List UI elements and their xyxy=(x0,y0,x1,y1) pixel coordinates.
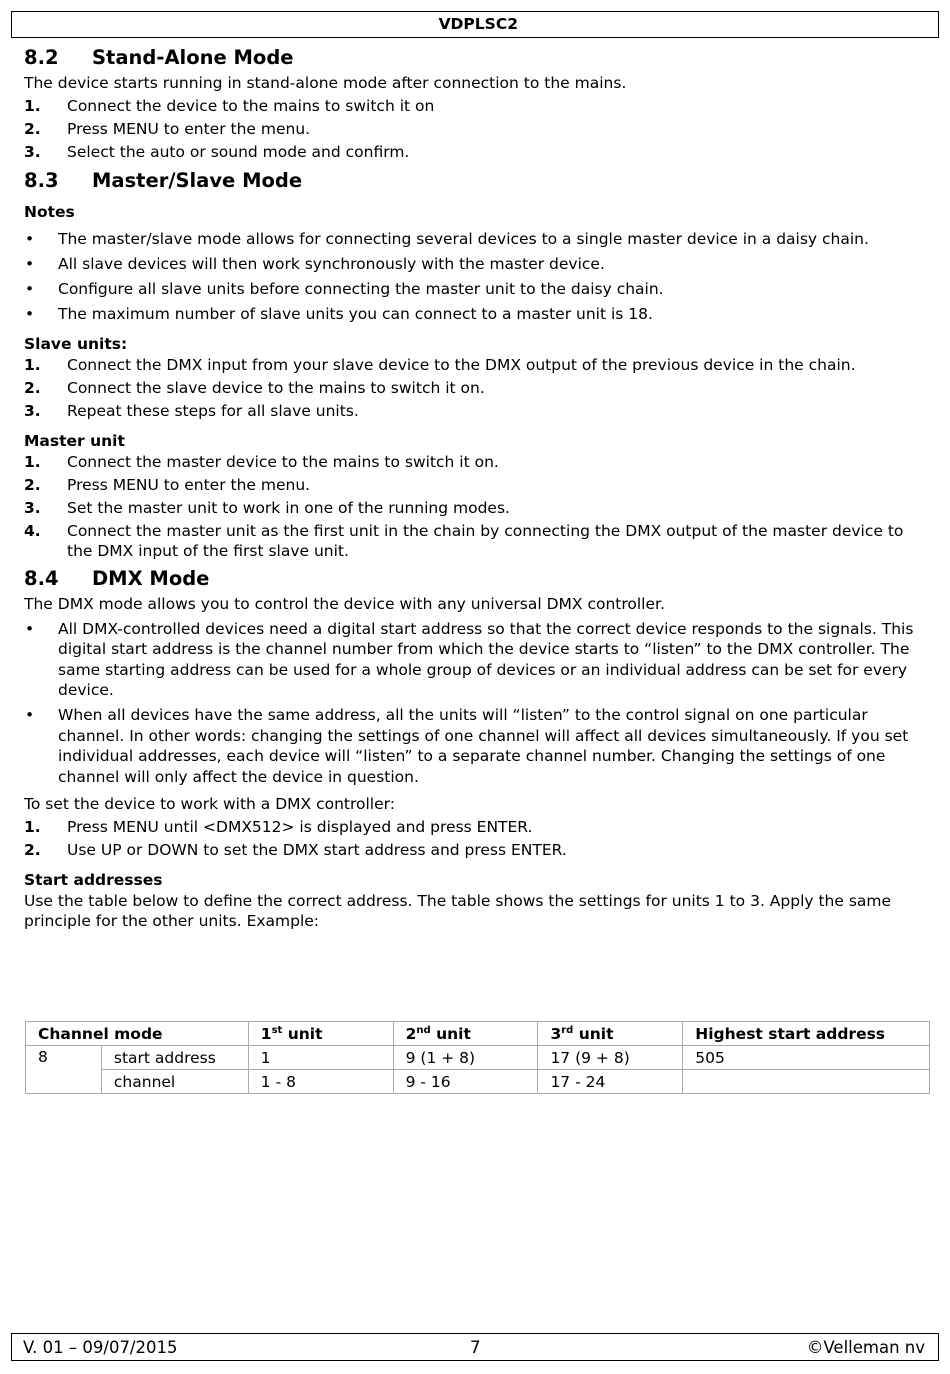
page-footer xyxy=(11,1333,939,1361)
bullet-list xyxy=(24,229,930,325)
column-header: Channel mode xyxy=(26,1022,249,1046)
list-item: • All slave devices will then work synchronously with the master device. xyxy=(25,254,605,273)
numbered-list xyxy=(24,452,930,562)
numbered-list xyxy=(24,96,930,163)
list-item: 2. Press MENU to enter the menu. xyxy=(24,119,311,138)
footer-page-number: 7 xyxy=(470,1338,481,1357)
list-item: 2. Use UP or DOWN to set the DMX start address and press ENTER. xyxy=(24,840,567,859)
table-cell: 17 (9 + 8) xyxy=(538,1046,683,1070)
table-cell: 1 - 8 xyxy=(248,1070,393,1094)
table-row xyxy=(26,1046,930,1070)
list-item: • The maximum number of slave units you can connect to a master unit is 18. xyxy=(25,304,653,323)
table-cell: 505 xyxy=(683,1046,930,1070)
list-item: 1. Press MENU until <DMX512> is displayed and press ENTER. xyxy=(24,817,533,836)
column-header: Highest start address xyxy=(683,1022,930,1046)
table-cell xyxy=(683,1070,930,1094)
page-header xyxy=(11,11,939,38)
section-heading-8-2: 8.2 Stand-Alone Mode xyxy=(24,46,294,69)
list-item: 1. Connect the master device to the mains to switch it on. xyxy=(24,452,499,471)
table-cell: 9 (1 + 8) xyxy=(393,1046,538,1070)
list-item: 4. Connect the master unit as the first unit in the chain by connecting the DMX output of the master device to the DMX input of the first slave unit. xyxy=(24,521,904,560)
table-cell: 1 xyxy=(248,1046,393,1070)
section-heading-8-4: 8.4 DMX Mode xyxy=(24,567,210,590)
numbered-list xyxy=(24,355,930,422)
list-item: 3. Repeat these steps for all slave units. xyxy=(24,401,359,420)
bullet-list xyxy=(24,619,930,788)
table-cell: start address xyxy=(101,1046,248,1070)
list-item: 1. Connect the DMX input from your slave device to the DMX output of the previous device in the chain. xyxy=(24,355,856,374)
column-header: 3rd unit xyxy=(538,1022,683,1046)
table-cell-mode: 8 xyxy=(26,1046,102,1094)
list-item: 1. Connect the device to the mains to switch it on xyxy=(24,96,435,115)
dmx-setup-intro: To set the device to work with a DMX controller: xyxy=(24,795,395,813)
section-heading-8-3: 8.3 Master/Slave Mode xyxy=(24,169,303,192)
numbered-list xyxy=(24,817,930,861)
list-item: 3. Select the auto or sound mode and confirm. xyxy=(24,142,410,161)
section-intro: The DMX mode allows you to control the device with any universal DMX controller. xyxy=(24,595,665,613)
list-item: • Configure all slave units before connecting the master unit to the daisy chain. xyxy=(25,279,664,298)
list-item: 2. Press MENU to enter the menu. xyxy=(24,475,311,494)
header-title: VDPLSC2 xyxy=(438,15,518,33)
footer-version: V. 01 – 09/07/2015 xyxy=(23,1338,178,1357)
subheading-notes: Notes xyxy=(24,203,75,221)
column-header: 2nd unit xyxy=(393,1022,538,1046)
list-item: • The master/slave mode allows for connecting several devices to a single master device in a daisy chain. xyxy=(25,229,869,248)
subheading-master-unit: Master unit xyxy=(24,432,125,450)
footer-copyright: ©Velleman nv xyxy=(806,1338,925,1357)
start-addresses-text: Use the table below to define the correct address. The table shows the settings for units 1 to 3. Apply the same principle for the other units. Example: xyxy=(24,891,892,930)
section-intro: The device starts running in stand-alone mode after connection to the mains. xyxy=(24,74,627,92)
list-item: • When all devices have the same address, all the units will “listen” to the control signal on one particular channel. In other words: changing the settings of one channel will affect all devices simultaneously. If you set individual addresses, each device will “listen” to a separate channel number. Changing the settings of one channel will only affect the device in question. xyxy=(25,706,909,786)
list-item: 3. Set the master unit to work in one of the running modes. xyxy=(24,498,510,517)
page-content xyxy=(24,43,930,932)
subheading-slave-units: Slave units: xyxy=(24,335,128,353)
table-row xyxy=(26,1070,930,1094)
list-item: • All DMX-controlled devices need a digital start address so that the correct device responds to the signals. This digital start address is the channel number from which the device starts to “listen” to the DMX controller. The same starting address can be used for a whole group of devices or an individual address can be set for every device. xyxy=(25,619,914,699)
table-header-row xyxy=(26,1022,930,1046)
subheading-start-addresses: Start addresses xyxy=(24,871,163,889)
table-cell: channel xyxy=(101,1070,248,1094)
list-item: 2. Connect the slave device to the mains to switch it on. xyxy=(24,378,485,397)
table-cell: 17 - 24 xyxy=(538,1070,683,1094)
table-cell: 9 - 16 xyxy=(393,1070,538,1094)
start-address-table xyxy=(25,1021,930,1094)
column-header: 1st unit xyxy=(248,1022,393,1046)
